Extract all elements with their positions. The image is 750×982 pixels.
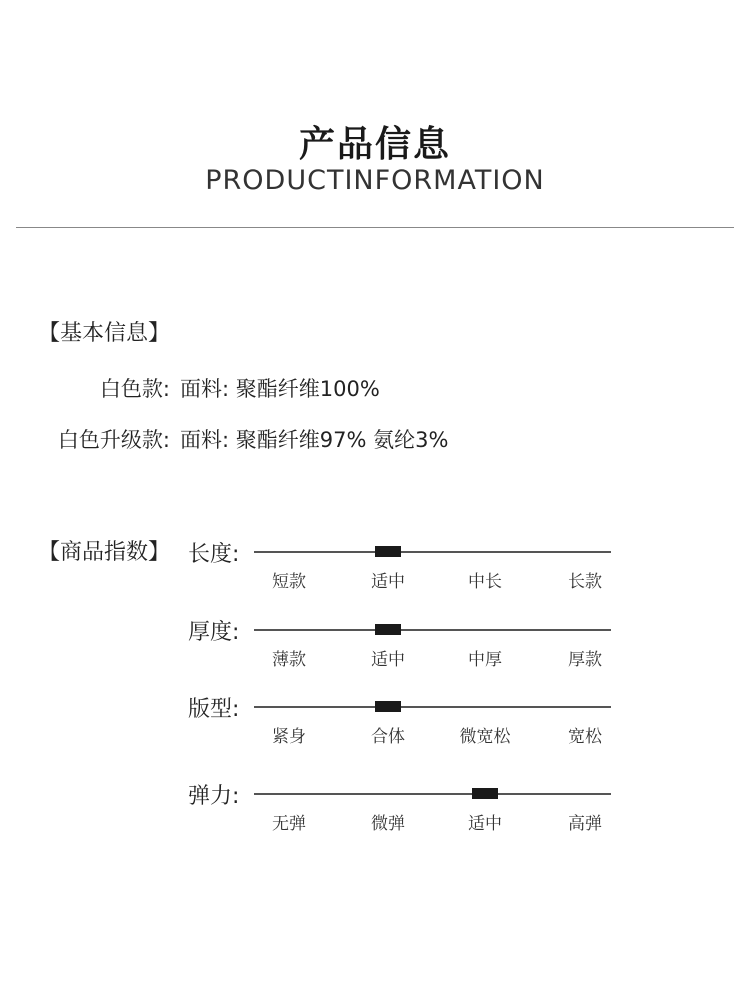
scale-option: 适中 <box>371 572 405 592</box>
scale-track <box>254 706 611 708</box>
variant-label: 白色升级款: <box>57 428 170 452</box>
fit-scale <box>188 692 613 762</box>
scale-option: 适中 <box>468 814 502 834</box>
scale-options <box>254 809 611 833</box>
scale-marker <box>375 701 401 712</box>
scale-track <box>254 551 611 553</box>
thickness-scale <box>188 615 613 685</box>
scale-options <box>254 567 611 591</box>
fabric-spec: 面料: 聚酯纤维100% <box>180 377 380 401</box>
scale-option: 微弹 <box>371 814 405 834</box>
scale-marker <box>472 788 498 799</box>
scale-option: 中长 <box>468 572 502 592</box>
elasticity-scale <box>188 779 613 849</box>
title-divider <box>16 227 734 228</box>
product-index-heading: 【商品指数】 <box>38 540 171 565</box>
scale-label: 弹力: <box>188 784 240 809</box>
scale-options <box>254 645 611 669</box>
scale-track <box>254 793 611 795</box>
scale-track <box>254 629 611 631</box>
scale-label: 长度: <box>188 542 240 567</box>
scale-option: 适中 <box>371 650 405 670</box>
variant-label: 白色款: <box>99 377 170 401</box>
scale-option: 宽松 <box>568 727 602 747</box>
scale-option: 高弹 <box>568 814 602 834</box>
scale-option: 中厚 <box>468 650 502 670</box>
scale-label: 版型: <box>188 697 240 722</box>
scale-option: 厚款 <box>568 650 602 670</box>
scale-marker <box>375 624 401 635</box>
scale-option: 短款 <box>272 572 306 592</box>
scale-option: 长款 <box>568 572 602 592</box>
scale-option: 微宽松 <box>459 727 511 747</box>
scale-option: 合体 <box>371 727 405 747</box>
scale-option: 无弹 <box>272 814 306 834</box>
fabric-row <box>0 424 448 454</box>
page-subtitle: PRODUCTINFORMATION <box>205 165 545 196</box>
scale-label: 厚度: <box>188 620 240 645</box>
fabric-row <box>0 373 380 403</box>
basic-info-heading: 【基本信息】 <box>38 321 171 346</box>
scale-option: 薄款 <box>272 650 306 670</box>
scale-option: 紧身 <box>272 727 306 747</box>
length-scale <box>188 537 613 607</box>
scale-marker <box>375 546 401 557</box>
scale-options <box>254 722 611 746</box>
page-title: 产品信息 <box>298 124 451 165</box>
fabric-spec: 面料: 聚酯纤维97% 氨纶3% <box>180 428 449 452</box>
